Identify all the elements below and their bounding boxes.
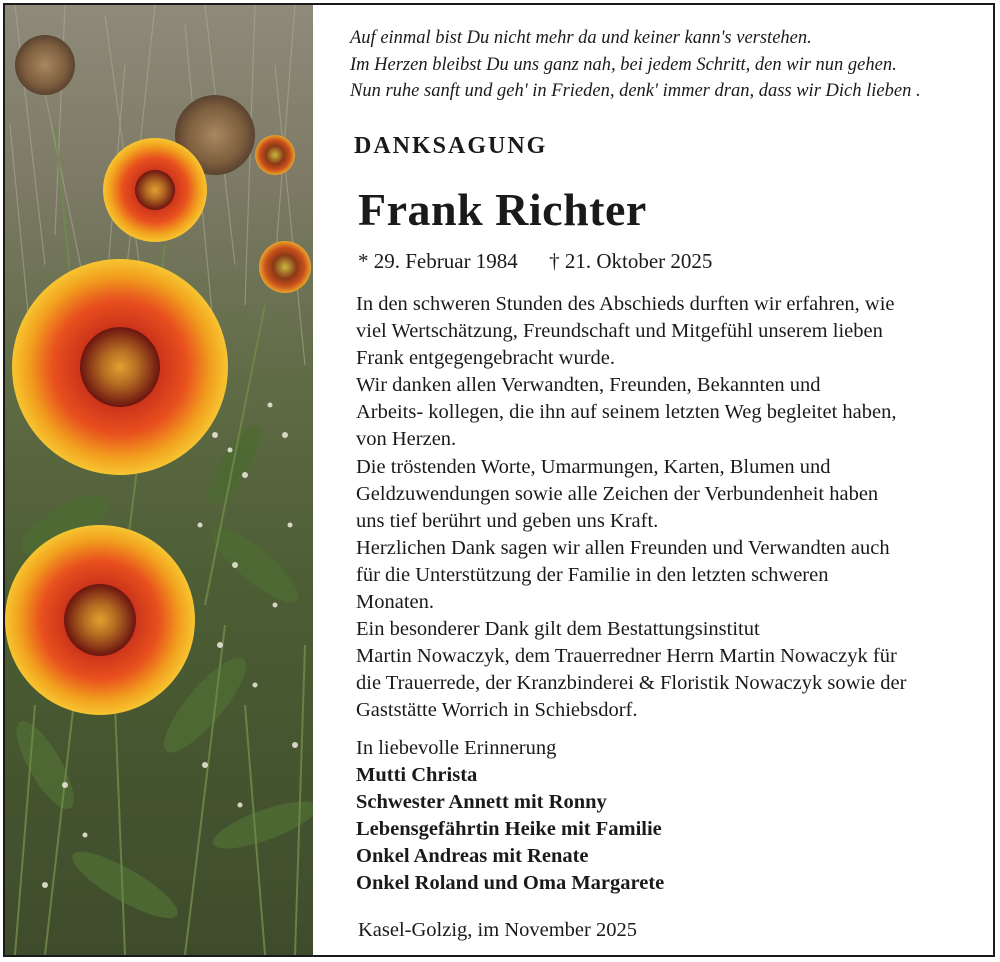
body-line: uns tief berührt und geben uns Kraft. <box>356 509 659 532</box>
poem-line: Im Herzen bleibst Du uns ganz nah, bei jedem Schritt, den wir nun gehen. <box>350 54 897 75</box>
poem <box>350 25 970 105</box>
body-line: Gaststätte Worrich in Schiebsdorf. <box>356 699 638 722</box>
signer: Schwester Annett mit Ronny <box>356 791 607 814</box>
poem-line: Auf einmal bist Du nicht mehr da und keiner kann's verstehen. <box>350 28 812 48</box>
body-line: Ein besonderer Dank gilt dem Bestattungsinstitut <box>356 618 760 641</box>
heading: DANKSAGUNG <box>354 133 548 159</box>
body-line: Frank entgegengebracht wurde. <box>356 347 615 370</box>
body-line: Wir danken allen Verwandten, Freunden, Bekannten und <box>356 374 821 397</box>
signer: Lebensgefährtin Heike mit Familie <box>356 818 662 841</box>
signers <box>356 735 664 898</box>
body-line: Monaten. <box>356 591 434 614</box>
place-date: Kasel-Golzig, im November 2025 <box>358 919 637 941</box>
flower-photo <box>5 5 313 955</box>
thanks-paragraph <box>356 291 966 725</box>
flower-lower <box>5 525 195 715</box>
obituary-card <box>3 3 995 957</box>
body-line: Arbeits- kollegen, die ihn auf seinem letzten Weg begleitet haben, <box>356 401 897 424</box>
signer: Mutti Christa <box>356 764 478 787</box>
body-line: für die Unterstützung der Familie in den letzten schweren <box>356 563 829 586</box>
deceased-name: Frank Richter <box>358 184 647 235</box>
body-line: In den schweren Stunden des Abschieds durften wir erfahren, wie <box>356 293 895 315</box>
signer: Onkel Roland und Oma Margarete <box>356 872 665 895</box>
life-dates <box>358 249 712 274</box>
flower-top <box>103 138 207 242</box>
body-line: Martin Nowaczyk, dem Trauerredner Herrn Martin Nowaczyk für <box>356 645 897 668</box>
body-line: viel Wertschätzung, Freundschaft und Mitgefühl unserem lieben <box>356 320 883 343</box>
poem-line: Nun ruhe sanft und geh' in Frieden, denk' immer dran, dass wir Dich lieben . <box>350 81 921 101</box>
body-line: die Trauerrede, der Kranzbinderei & Floristik Nowaczyk sowie der <box>356 672 907 695</box>
body-line: Herzlichen Dank sagen wir allen Freunden und Verwandten auch <box>356 536 890 559</box>
body-line: von Herzen. <box>356 428 457 451</box>
body-line: Die tröstenden Worte, Umarmungen, Karten, Blumen und <box>356 455 831 478</box>
gaillardia-flowers-image <box>5 5 313 955</box>
birth-date: * 29. Februar 1984 <box>358 249 518 273</box>
signer: Onkel Andreas mit Renate <box>356 845 589 868</box>
signers-intro: In liebevolle Erinnerung <box>356 737 557 759</box>
death-date: † 21. Oktober 2025 <box>549 249 713 273</box>
body-line: Geldzuwendungen sowie alle Zeichen der Verbundenheit haben <box>356 482 879 505</box>
flower-large <box>12 259 228 475</box>
